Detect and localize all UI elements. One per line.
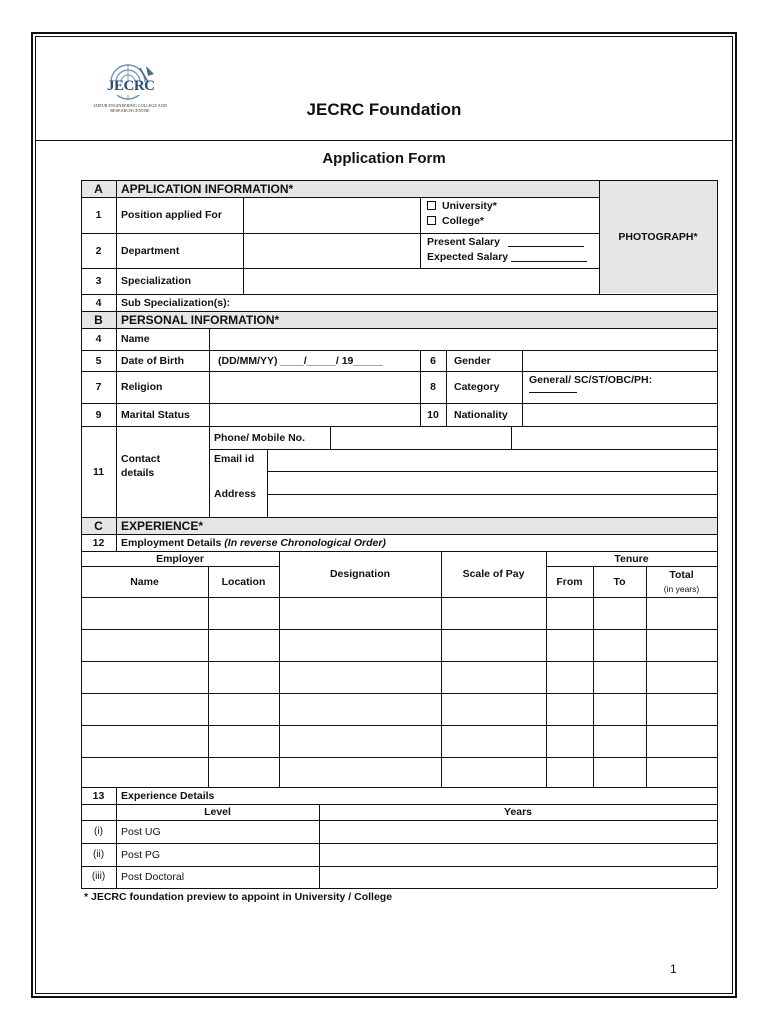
grid-line (646, 566, 647, 787)
specialization-label: Specialization (121, 275, 192, 287)
position-label: Position applied For (121, 209, 222, 221)
section-c-heading: EXPERIENCE* (121, 518, 204, 533)
col-to: To (613, 575, 626, 588)
section-a-heading: APPLICATION INFORMATION* (121, 181, 294, 196)
row-number: 13 (92, 789, 105, 802)
department-input[interactable] (243, 233, 420, 268)
experience-details-label: Experience Details (121, 789, 215, 802)
page-number: 1 (670, 962, 677, 976)
email-input[interactable] (267, 449, 717, 471)
category-options[interactable]: General/ SC/ST/OBC/PH: (522, 371, 717, 403)
row-number: 4 (95, 296, 102, 309)
email-label: Email id (214, 453, 255, 465)
grid-line (81, 888, 717, 889)
grid-line (81, 693, 717, 694)
grid-line (593, 566, 594, 787)
religion-input[interactable] (209, 371, 420, 403)
row-number: 11 (92, 465, 105, 478)
dob-input[interactable]: (DD/MM/YY) ____/_____/ 19_____ (218, 354, 383, 367)
row-number: 12 (92, 536, 105, 549)
page-title: JECRC Foundation (306, 100, 462, 119)
col-name: Name (130, 575, 159, 588)
years-post-pg-input[interactable] (319, 843, 717, 866)
option-college[interactable]: College* (420, 213, 599, 228)
grid-line (81, 757, 717, 758)
grid-line (81, 661, 717, 662)
position-input[interactable] (243, 197, 420, 233)
grid-line (81, 629, 717, 630)
address-label: Address (214, 488, 257, 500)
nationality-input[interactable] (522, 403, 717, 426)
checkbox-icon[interactable] (427, 216, 436, 225)
col-scale-of-pay: Scale of Pay (462, 568, 525, 580)
employment-details-label: Employment Details (In reverse Chronological Order) (121, 536, 386, 549)
col-years: Years (503, 806, 533, 818)
row-number: 5 (95, 354, 102, 367)
contact-label-2: details (121, 467, 155, 479)
level-post-ug: Post UG (121, 825, 161, 838)
religion-label: Religion (121, 381, 163, 393)
row-number: 4 (95, 333, 102, 345)
checkbox-icon[interactable] (427, 201, 436, 210)
dob-label: Date of Birth (121, 354, 184, 367)
name-label: Name (121, 333, 150, 345)
row-number: 8 (430, 381, 436, 393)
category-label: Category (454, 381, 500, 393)
section-a-letter: A (94, 181, 103, 196)
col-designation: Designation (329, 568, 391, 580)
phone-input-2[interactable] (511, 426, 717, 449)
grid-line (208, 566, 209, 787)
years-post-doctoral-input[interactable] (319, 866, 717, 888)
row-number: 2 (95, 244, 102, 257)
name-input[interactable] (209, 328, 717, 350)
level-number: (ii) (92, 848, 105, 860)
level-number: (iii) (91, 871, 106, 882)
footnote: * JECRC foundation preview to appoint in University / College (84, 891, 393, 903)
row-number: 3 (95, 275, 102, 287)
grid-line (717, 180, 718, 888)
grid-line (81, 597, 717, 598)
col-level: Level (204, 806, 231, 818)
marital-input[interactable] (209, 403, 420, 426)
gender-label: Gender (454, 354, 491, 367)
col-location: Location (221, 575, 266, 588)
section-b-letter: B (94, 312, 103, 327)
option-university[interactable]: University* (420, 198, 599, 213)
logo-wordmark: JECRC (107, 78, 155, 94)
row-number: 10 (427, 408, 439, 421)
col-total: Total (669, 568, 694, 581)
form-title: Application Form (322, 150, 446, 167)
section-b-heading: PERSONAL INFORMATION* (121, 312, 280, 327)
specialization-input[interactable] (243, 268, 599, 294)
row-number: 7 (95, 381, 102, 393)
level-post-pg: Post PG (121, 848, 161, 861)
marital-label: Marital Status (121, 408, 190, 421)
row-number: 6 (430, 354, 436, 367)
col-total-unit: (in years) (663, 583, 700, 594)
gender-input[interactable] (522, 350, 717, 371)
col-employer: Employer (156, 552, 204, 565)
department-label: Department (121, 244, 180, 257)
address-input[interactable] (267, 471, 717, 517)
logo-subtext: JAIPUR ENGINEERING COLLEGE AND RESEARCH CENTRE (93, 103, 167, 113)
header-divider (35, 140, 733, 141)
phone-input[interactable] (330, 426, 511, 449)
row-number: 1 (95, 209, 102, 221)
expected-salary-field[interactable]: Expected Salary (420, 249, 599, 264)
phone-label: Phone/ Mobile No. (214, 431, 305, 444)
photograph-box[interactable]: PHOTOGRAPH* (618, 231, 698, 243)
col-tenure: Tenure (614, 552, 649, 565)
nationality-label: Nationality (454, 408, 508, 421)
years-post-ug-input[interactable] (319, 820, 717, 843)
section-c-letter: C (94, 518, 103, 533)
level-post-doctoral: Post Doctoral (121, 871, 185, 883)
col-from: From (556, 575, 583, 588)
present-salary-field[interactable]: Present Salary (420, 234, 599, 249)
sub-specialization-label: Sub Specialization(s): (121, 296, 231, 309)
grid-line (81, 725, 717, 726)
row-number: 9 (95, 408, 102, 421)
level-number: (i) (94, 825, 103, 837)
contact-label-1: Contact (121, 453, 161, 465)
